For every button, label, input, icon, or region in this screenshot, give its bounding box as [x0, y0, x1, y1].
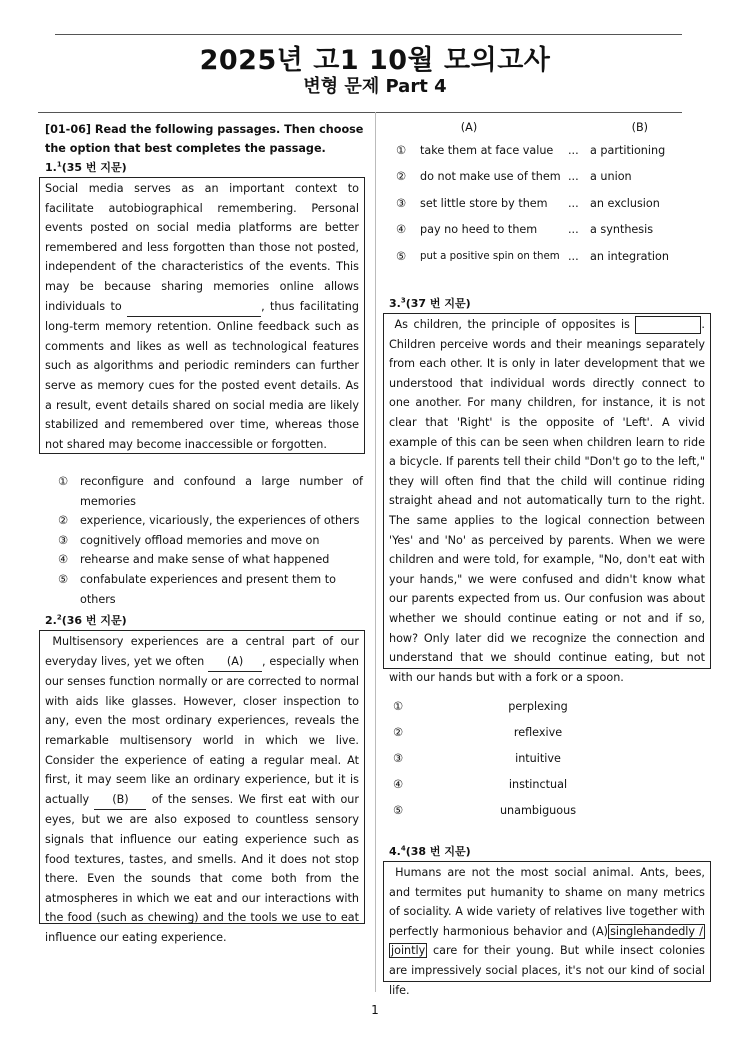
q1-blank	[127, 297, 261, 318]
q3-option-1[interactable]: ① perplexing	[393, 699, 568, 713]
q1-option-2[interactable]: ② experience, vicariously, the experiences of others	[58, 514, 360, 528]
q2-col-b-header: (B)	[631, 120, 648, 134]
q2-options-header	[396, 117, 696, 137]
q1-label: 1.$^1$(35 번 지문)	[45, 160, 127, 174]
q3-blank	[635, 316, 701, 334]
q3-options	[393, 693, 693, 824]
page-subtitle: 변형 문제 Part 4	[303, 76, 447, 97]
q2-blank-b: (B)	[94, 790, 146, 811]
header-rule-top	[55, 34, 682, 35]
q3-option-3[interactable]: ③ intuitive	[393, 751, 561, 765]
q4-choice-1: singlehandedly /	[610, 924, 703, 938]
q2-passage: Multisensory experiences are a central part of our everyday lives, yet we often (A) , especially when our senses function normally or are corrected to normal with aids like glasses. However, closer inspection to any, even the most ordinary experiences, reveals the remarkable multisensory world in which we live. Consider the experience of eating a regular meal. At first, it may seem like an ordinary experience, but it is actually (B) of the senses. We first eat with our eyes, but we are also exposed to countless sensory signals that influence our eating experience such as food textures, tastes, and smells. And it does not stop there. Even the sounds that come both from the atmospheres in which we eat and our interactions with the food (such as chewing) and the tools we use to eat influence our eating experience.	[39, 630, 365, 924]
q1-option-1[interactable]: ① reconfigure and confound a large number of memories	[58, 475, 363, 508]
q2-blank-a: (A)	[208, 652, 262, 673]
q3-label: 3.$^3$(37 번 지문)	[389, 296, 471, 310]
q3-option-4[interactable]: ④ instinctual	[393, 778, 568, 792]
q1-option-5[interactable]: ⑤ confabulate experiences and present them to others	[58, 572, 336, 606]
q1-passage: Social media serves as an important context to facilitate autobiographical remembering. Personal events posted on social media platforms are better remembered and less forgotten than those not posted, independent of the characteristics of the events. This may be because sharing memories online allows individuals to , thus facilitating long-term memory retention. Online feedback such as comments and likes as well as technological features such as algorithms and periodic reminders can further serve as memory cues for the posted event details. As a result, event details shared on social media are likely stabilized and remembered over time, whereas those not shared may become inaccessible or forgotten.	[39, 177, 365, 454]
page-title: 2025년 고1 10월 모의고사	[199, 45, 551, 76]
q3-passage: As children, the principle of opposites is . Children perceive words and their meanings separately from each other. It is only in later development that we understood that individual words directly connect to one another. For many children, for instance, it is not clear that 'Right' is the opposite of 'Left'. A vivid example of this can be seen when children learn to ride a bicycle. If parents tell their child "Don't go to the left," they will often find that the child will continue riding straight ahead and not automatically turn to the right. The same applies to the logical connection between 'Yes' and 'No' as perceived by parents. When we were children and were told, for example, "No, don't eat with your hands," we were confused and didn't know what our parents expected from us. Our confusion was about whether we should continue eating or not and if so, how? Only later did we recognize the connection and understand that we should continue eating, but not with our hands but with a fork or a spoon.	[383, 313, 711, 669]
q4-choice-2: jointly	[391, 944, 426, 958]
q3-option-2[interactable]: ② reflexive	[393, 725, 563, 739]
q1-options	[58, 472, 363, 609]
instructions: [01-06] Read the following passages. Then choose the option that best completes the passage.	[45, 123, 364, 155]
page-number: 1	[371, 1003, 379, 1017]
q1-option-3[interactable]: ③ cognitively offload memories and move on	[58, 533, 320, 547]
column-divider	[375, 112, 376, 992]
q4-label: 4.$^4$(38 번 지문)	[389, 844, 471, 858]
q4-passage: Humans are not the most social animal. Ants, bees, and termites put humanity to shame on many metrics of sociality. A wide variety of relatives live together with perfectly harmonious behavior and (A) singlehandedly / jointly care for their young. But while insect colonies are impressively social places, it's not our kind of social life.	[383, 861, 711, 982]
q2-option-3[interactable]: ③ set little store by them ... an exclusion	[396, 196, 660, 210]
header-rule-bottom	[38, 112, 682, 113]
q3-option-5[interactable]: ⑤ unambiguous	[393, 804, 577, 818]
q2-option-5[interactable]: ⑤ put a positive spin on them ... an integration	[396, 249, 669, 263]
q2-label: 2.$^2$(36 번 지문)	[45, 613, 127, 627]
q2-options-table	[396, 117, 696, 270]
q2-option-4[interactable]: ④ pay no heed to them ... a synthesis	[396, 223, 654, 237]
q1-option-4[interactable]: ④ rehearse and make sense of what happened	[58, 553, 330, 567]
q2-col-a-header: (A)	[460, 120, 478, 134]
q2-option-1[interactable]: ① take them at face value ... a partitioning	[396, 143, 666, 157]
q2-option-2[interactable]: ② do not make use of them ... a union	[396, 170, 632, 184]
